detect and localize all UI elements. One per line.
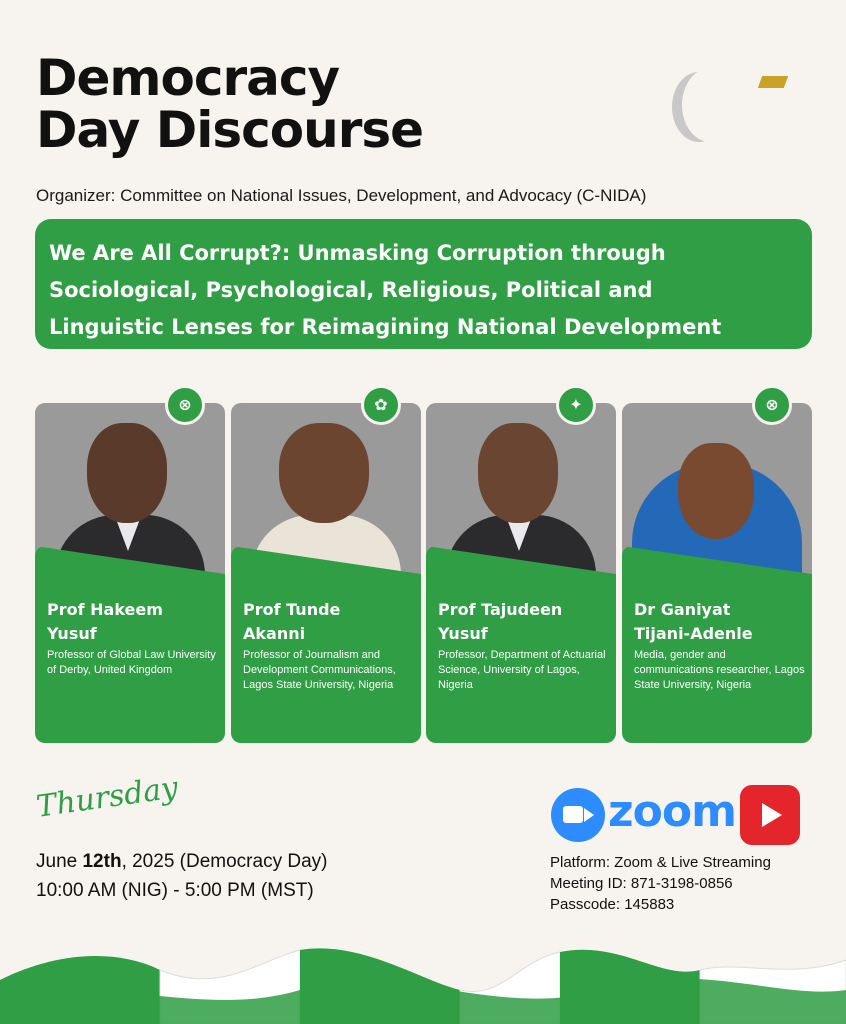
speaker-card [231,397,421,743]
speaker-name-line2: Tijani-Adenle [634,624,753,643]
speaker-role: Professor of Global Law University of Derby, United Kingdom [47,649,216,676]
speaker-role: Professor of Journalism and Development Communications, Lagos State University, Nigeria [243,649,396,691]
event-date [36,851,327,873]
speaker-card [35,397,225,743]
badge-icon: ✿ [361,385,401,425]
meeting-id: Meeting ID: 871-3198-0856 [550,875,733,892]
passcode: Passcode: 145883 [550,896,675,913]
speaker-role: Professor, Department of Actuarial Science, University of Lagos, Nigeria [438,649,606,691]
speaker-card [426,397,616,743]
speaker-name [243,598,415,646]
event-title [36,49,424,159]
speaker-name-line2: Akanni [243,624,306,643]
speaker-name-line1: Prof Tajudeen [438,600,563,619]
badge-icon: ✦ [556,385,596,425]
youtube-icon [740,785,800,845]
mla-logo [672,68,802,148]
theme-banner [35,219,812,349]
date-bold: 12th [82,851,122,872]
date-suffix: , 2025 (Democracy Day) [121,851,328,872]
event-day: Thursday [34,770,181,825]
speaker-name-line1: Dr Ganiyat [634,600,731,619]
platform-info [550,852,771,915]
event-title-line1: Democracy [36,49,340,107]
badge-icon: ⊗ [165,385,205,425]
speaker-role: Media, gender and communications researcher, Lagos State University, Nigeria [634,649,805,691]
speaker-name-line1: Prof Tunde [243,600,341,619]
speaker-name [47,598,219,646]
speaker-name-line1: Prof Hakeem [47,600,163,619]
speaker-name [634,598,806,646]
badge-icon: ⊗ [752,385,792,425]
zoom-camera-icon [551,788,605,842]
date-prefix: June [36,851,83,872]
platform-line: Platform: Zoom & Live Streaming [550,854,771,871]
nigeria-flag-ribbon [0,940,846,1024]
theme-line3: Linguistic Lenses for Reimagining National Development [49,315,722,339]
speaker-name-line2: Yusuf [438,624,488,643]
speaker-card [622,397,812,743]
theme-line2: Sociological, Psychological, Religious, Political and [49,278,653,302]
zoom-logo: zoom [608,786,736,837]
event-time: 10:00 AM (NIG) - 5:00 PM (MST) [36,880,314,901]
speaker-name-line2: Yusuf [47,624,97,643]
theme-line1: We Are All Corrupt?: Unmasking Corruption through [49,241,666,265]
speaker-name [438,598,610,646]
event-title-line2: Day Discourse [36,101,424,159]
graduation-cap-icon [758,76,788,88]
organizer-text: Organizer: Committee on National Issues, Development, and Advocacy (C-NIDA) [36,186,647,205]
